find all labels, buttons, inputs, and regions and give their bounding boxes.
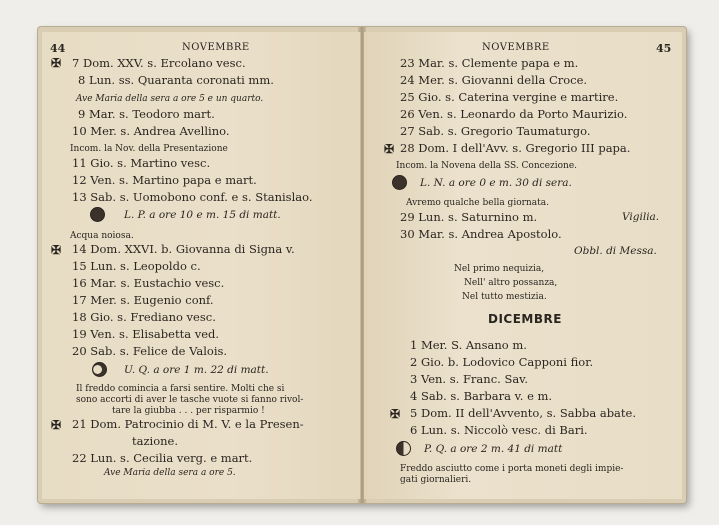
note-line: Incom. la Novena della SS. Concezione. xyxy=(396,161,578,171)
calendar-entry: 17 Mer. s. Eugenio conf. xyxy=(72,293,214,307)
calendar-entry: 6 Lun. s. Niccolò vesc. di Bari. xyxy=(410,423,588,437)
note-line: Il freddo comincia a farsi sentire. Molti che si xyxy=(76,384,285,394)
cross-icon: ✠ xyxy=(51,418,62,432)
calendar-entry: 21 Dom. Patrocinio di M. V. e la Presen- xyxy=(72,417,304,431)
page-month-header: NOVEMBRE xyxy=(182,42,250,53)
moon-phase-note: U. Q. a ore 1 m. 22 di matt. xyxy=(124,364,269,376)
note-line: Ave Maria della sera a ore 5 e un quarto. xyxy=(76,94,264,104)
calendar-entry: 22 Lun. s. Cecilia verg. e mart. xyxy=(72,451,253,465)
note-line: Ave Maria della sera a ore 5. xyxy=(104,468,236,478)
calendar-entry: 7 Dom. XXV. s. Ercolano vesc. xyxy=(72,56,246,70)
calendar-entry: 20 Sab. s. Felice de Valois. xyxy=(72,344,228,358)
full-moon-icon xyxy=(90,207,105,222)
note-line: Avremo qualche bella giornata. xyxy=(406,198,549,208)
calendar-entry: 28 Dom. I dell'Avv. s. Gregorio III papa. xyxy=(400,141,631,155)
calendar-entry: 10 Mer. s. Andrea Avellino. xyxy=(72,124,230,138)
calendar-entry: 29 Lun. s. Saturnino m. xyxy=(400,210,538,224)
moon-phase-note: P. Q. a ore 2 m. 41 di matt xyxy=(424,443,563,455)
calendar-entry: 18 Gio. s. Frediano vesc. xyxy=(72,310,216,324)
calendar-entry: 5 Dom. II dell'Avvento, s. Sabba abate. xyxy=(410,406,636,420)
page-number: 44 xyxy=(50,42,66,55)
calendar-entry: 26 Ven. s. Leonardo da Porto Maurizio. xyxy=(400,107,628,121)
calendar-entry: 2 Gio. b. Lodovico Capponi fior. xyxy=(410,355,594,369)
calendar-entry: 8 Lun. ss. Quaranta coronati mm. xyxy=(78,73,274,87)
calendar-entry: 27 Sab. s. Gregorio Taumaturgo. xyxy=(400,124,591,138)
calendar-entry: 13 Sab. s. Uomobono conf. e s. Stanislao. xyxy=(72,190,313,204)
calendar-entry: 12 Ven. s. Martino papa e mart. xyxy=(72,173,257,187)
almanac-booklet xyxy=(38,27,686,503)
calendar-entry-continued: tazione. xyxy=(132,434,179,448)
calendar-entry: 14 Dom. XXVI. b. Giovanna di Signa v. xyxy=(72,242,295,256)
section-heading-december: DICEMBRE xyxy=(488,312,562,326)
page-number: 45 xyxy=(656,42,672,55)
cross-icon: ✠ xyxy=(51,243,62,257)
left-page xyxy=(42,32,361,499)
note-line: Incom. la Nov. della Presentazione xyxy=(70,144,228,154)
calendar-entry: 25 Gio. s. Caterina vergine e martire. xyxy=(400,90,619,104)
calendar-entry: 19 Ven. s. Elisabetta ved. xyxy=(72,327,220,341)
cross-icon: ✠ xyxy=(51,56,62,70)
last-quarter-moon-icon xyxy=(92,362,107,377)
calendar-entry: 30 Mar. s. Andrea Apostolo. xyxy=(400,227,562,241)
calendar-entry: 15 Lun. s. Leopoldo c. xyxy=(72,259,201,273)
page-month-header: NOVEMBRE xyxy=(482,42,550,53)
first-quarter-moon-icon xyxy=(396,441,411,456)
new-moon-icon xyxy=(392,175,407,190)
calendar-entry: 23 Mar. s. Clemente papa e m. xyxy=(400,56,579,70)
cross-icon: ✠ xyxy=(384,142,395,156)
vigil-note: Vigilia. xyxy=(622,211,660,223)
note-line: tare la giubba . . . per risparmio ! xyxy=(112,406,265,416)
note-line: sono accorti di aver le tasche vuote si fanno rivol- xyxy=(76,395,304,405)
cross-icon: ✠ xyxy=(390,407,401,421)
riddle-line: Nell' altro possanza, xyxy=(464,278,558,288)
note-line: Acqua noiosa. xyxy=(70,231,134,241)
calendar-entry: 3 Ven. s. Franc. Sav. xyxy=(410,372,528,386)
calendar-entry: 16 Mar. s. Eustachio vesc. xyxy=(72,276,225,290)
moon-phase-note: L. P. a ore 10 e m. 15 di matt. xyxy=(124,209,281,221)
calendar-entry: 4 Sab. s. Barbara v. e m. xyxy=(410,389,553,403)
calendar-entry: 1 Mer. S. Ansano m. xyxy=(410,338,527,352)
riddle-line: Nel tutto mestizia. xyxy=(462,292,547,302)
note-line: Freddo asciutto come i porta moneti degli impie- xyxy=(400,464,624,474)
calendar-entry: 9 Mar. s. Teodoro mart. xyxy=(78,107,215,121)
calendar-entry: 24 Mer. s. Giovanni della Croce. xyxy=(400,73,588,87)
obligation-note: Obbl. di Messa. xyxy=(574,245,657,257)
calendar-entry: 11 Gio. s. Martino vesc. xyxy=(72,156,211,170)
moon-phase-note: L. N. a ore 0 e m. 30 di sera. xyxy=(420,177,572,189)
right-page xyxy=(364,32,682,499)
note-line: gati giornalieri. xyxy=(400,475,472,485)
riddle-line: Nel primo nequizia, xyxy=(454,264,545,274)
